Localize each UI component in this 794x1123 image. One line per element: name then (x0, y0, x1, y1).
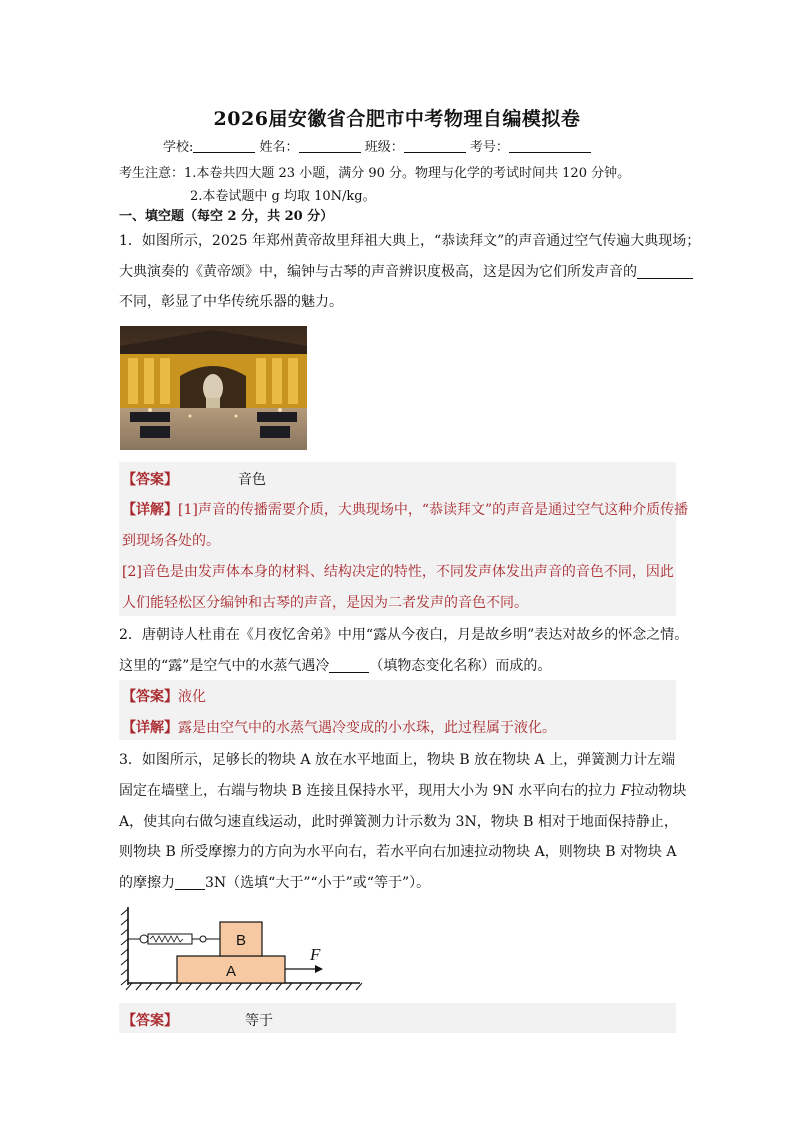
q2-answer-tag: 【答案】 (122, 689, 178, 705)
q1-answer-blank (637, 264, 693, 279)
block-a-label: A (225, 963, 237, 980)
school-label: 学校: (163, 140, 194, 155)
q2-detail-row (122, 717, 556, 737)
q2-detail-tag: 【详解】 (122, 720, 178, 736)
q3-line-2 (119, 780, 686, 800)
q1-answer-tag: 【答案】 (122, 472, 178, 488)
notice-line-2: 2.本卷试题中 g 均取 10N/kg。 (190, 189, 376, 204)
q3-answer-value: 等于 (245, 1013, 273, 1029)
q3-answer-blank (175, 875, 205, 890)
name-label: 姓名： (259, 140, 299, 155)
block-b-label: B (235, 932, 247, 949)
q3-line-5 (119, 872, 430, 892)
ceremony-photo (120, 326, 307, 450)
notice-line-1: 考生注意：1.本卷共四大题 23 小题，满分 90 分。物理与化学的考试时间共 120 分钟。 (119, 166, 631, 181)
q1-detail-line-4: 人们能轻松区分编钟和古琴的声音，是因为二者发声的音色不同。 (122, 595, 528, 611)
force-label: F (310, 945, 321, 964)
q3-answer-label (122, 1010, 178, 1030)
q1-detail-tag: 【详解】 (122, 502, 178, 518)
force-arrowhead (315, 965, 323, 973)
q2-answer-row (122, 686, 206, 706)
q3-line-2-text-b: 拉动物块 (630, 783, 687, 799)
spring-scale (128, 934, 220, 944)
q3-force-symbol: F (620, 783, 631, 799)
section-heading: 一、填空题（每空 2 分，共 20 分） (119, 209, 334, 224)
q3-answer-band (119, 1003, 676, 1033)
q1-detail-line-3: [2]音色是由发声体本身的材料、结构决定的特性，不同发声体发出声音的音色不同，因此 (122, 564, 674, 580)
number-label: 考号： (469, 140, 509, 155)
q1-line-2 (119, 261, 693, 281)
wall-hatching (121, 909, 128, 985)
q3-line-2-text-a: 固定在墙壁上，右端与物块 B 连接且保持水平，现用大小为 9N 水平向右的拉力 (119, 783, 621, 799)
q1-detail-text-1: [1]声音的传播需要介质，大典现场中，“恭读拜文”的声音是通过空气这种介质传播 (178, 502, 689, 518)
q2-line-2-text-a: 这里的“露”是空气中的水蒸气遇冷 (119, 658, 330, 674)
q1-line-1: 1．如图所示，2025 年郑州黄帝故里拜祖大典上，“恭读拜文”的声音通过空气传遍大典现场； (119, 233, 701, 249)
class-field[interactable] (404, 140, 466, 153)
q3-line-1: 3．如图所示，足够长的物块 A 放在水平地面上，物块 B 放在物块 A 上，弹簧测力计左端 (119, 752, 676, 768)
q3-line-5-text-b: 3N（选填“大于”“小于”或“等于”）。 (205, 875, 431, 891)
name-field[interactable] (299, 140, 361, 153)
q3-line-4: 则物块 B 所受摩擦力的方向为水平向右，若水平向右加速拉动物块 A，则物块 B 对物块 A (119, 844, 677, 860)
q3-line-5-text-a: 的摩擦力 (119, 875, 175, 891)
q1-line-2-text: 大典演奏的《黄帝颂》中，编钟与古琴的声音辨识度极高，这是因为它们所发声音的 (119, 264, 637, 280)
school-field[interactable] (193, 140, 255, 153)
page-title: 2026届安徽省合肥市中考物理自编模拟卷 (213, 108, 581, 130)
q1-answer-label (122, 469, 178, 489)
ground-hatching (126, 983, 362, 990)
q1-detail-line-2: 到现场各处的。 (122, 533, 220, 549)
q2-detail-text: 露是由空气中的水蒸气遇冷变成的小水珠，此过程属于液化。 (178, 720, 556, 736)
q1-line-3: 不同，彰显了中华传统乐器的魅力。 (119, 294, 343, 310)
q2-line-1: 2．唐朝诗人杜甫在《月夜忆舍弟》中用“露从今夜白，月是故乡明”表达对故乡的怀念之情。 (119, 627, 689, 643)
q2-line-2-text-b: （填物态变化名称）而成的。 (369, 658, 552, 674)
q1-detail-line-1 (122, 499, 688, 519)
number-field[interactable] (509, 140, 591, 153)
student-info-line (163, 136, 591, 155)
q1-answer-value: 音色 (238, 472, 266, 488)
class-label: 班级： (364, 140, 404, 155)
q2-answer-blank (329, 658, 369, 673)
q3-answer-tag: 【答案】 (122, 1013, 178, 1029)
q2-line-2 (119, 655, 551, 675)
q2-answer-value: 液化 (178, 689, 206, 705)
q3-line-3: A，使其向右做匀速直线运动，此时弹簧测力计示数为 3N，物块 B 相对于地面保持静止， (119, 814, 678, 830)
friction-diagram (120, 905, 370, 993)
